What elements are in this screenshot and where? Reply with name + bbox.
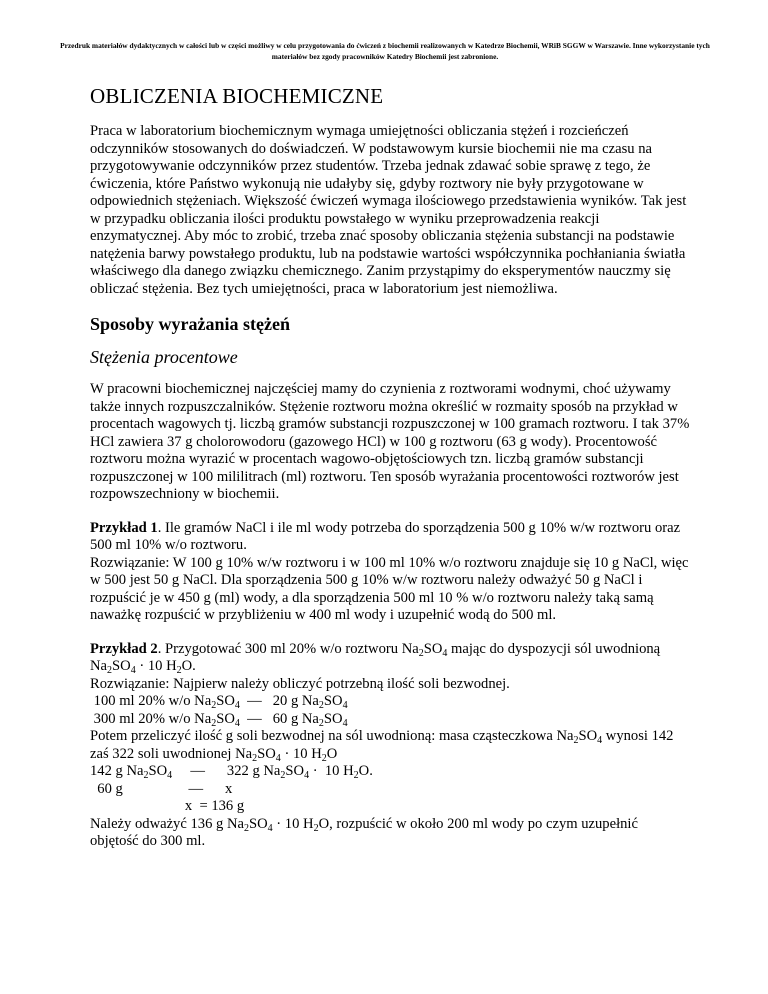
- copyright-notice: Przedruk materiałów dydaktycznych w całości lub w części możliwy w celu przygotowania do ćwiczeń z biochemii realizowanych w Katedrze Biochemii, WRiB SGGW w Warszawie. Inne wykorzystanie tych materiałów bez zgody pracowników Katedry Biochemii jest zabronione.: [60, 41, 710, 61]
- example2-task: Przykład 2. Przygotować 300 ml 20% w/o roztworu $Na_2SO_4$ mając do dyspozycji sól uwodnioną $Na_2SO_4 \cdot 10$ $H_2O$.: [90, 640, 661, 676]
- example2-line2: 300 ml 20% w/o $Na_2SO_4$ — 60 g $Na_2SO_4$: [90, 710, 348, 729]
- example2-proportion-1: 142 g $Na_2SO_4$ — 322 g $Na_2SO_4 \cdot 10$ $H_2O$.: [90, 763, 373, 781]
- example2-line1: 100 ml 20% w/o $Na_2SO_4$ — 20 g $Na_2SO_4$: [90, 693, 348, 711]
- section-heading: Sposoby wyrażania stężeń: [90, 314, 291, 334]
- example2-label: Przykład 2: [90, 640, 158, 657]
- intro-paragraph: Praca w laboratorium biochemicznym wymaga umiejętności obliczania stężeń i rozcieńczeń odczynników stosowanych do doświadczeń. W podstawowym kursie biochemii nie ma czasu na przygotowywanie odczynników przez studentów. Trzeba jednak zdawać sobie sprawę z tego, że ćwiczenia, które Państwo wykonują nie udałyby się, gdyby roztwory nie były przygotowane w odpowiednich stężeniach. Większość ćwiczeń wymaga ilościowego przedstawienia wyników. Tak jest w przypadku obliczania ilości produktu powstałego w wyniku przeprowadzenia reakcji enzymatycznej. Aby móc to zrobić, trzeba znać sposoby obliczania stężenia substancji na podstawie natężenia barwy powstałego produktu, lub na podstawie wartości współczynnika pochłaniania światła właściwego dla danego związku chemicznego. Zanim przystąpimy do eksperymentów nauczmy się obliczać stężenia. Bez tych umiejętności, praca w laboratorium jest niemożliwa.: [90, 123, 687, 297]
- example2-proportion-2: 60 g — x: [90, 780, 233, 797]
- example2-solution-intro: Rozwiązanie: Najpierw należy obliczyć potrzebną ilość soli bezwodnej.: [90, 675, 510, 692]
- page-title: OBLICZENIA BIOCHEMICZNE: [90, 84, 384, 108]
- example2-recalc: Potem przeliczyć ilość g soli bezwodnej na sól uwodnioną: masa cząsteczkowa $Na_2SO_4$ wynosi 142 zaś 322 soli uwodnionej $Na_2SO_4 \cdot 10$ $H_2O$: [90, 728, 674, 764]
- example1-task: [90, 520, 690, 555]
- example2-final: Należy odważyć 136 g $Na_2SO_4 \cdot 10$ $H_2O$, rozpuścić w około 200 ml wody po czym uzupełnić objętość do 300 ml.: [90, 815, 638, 849]
- example1-solution: Rozwiązanie: W 100 g 10% w/w roztworu i w 100 ml 10% w/o roztworu znajduje się 10 g NaCl, więc w 500 jest 50 g NaCl. Dla sporządzenia 500 g 10% w/w roztworu należy odważyć 50 g NaCl i rozpuścić je w 450 g (ml) wody, a dla sporządzenia 500 ml 10 % w/o roztworu należy taką samą naważkę rozpuścić w przybliżeniu w 400 ml wody i uzupełnić wodą do 500 ml.: [90, 554, 689, 623]
- example1-task-text: . Ile gramów NaCl i ile ml wody potrzeba do sporządzenia 500 g 10% w/w roztworu oraz 500 ml 10% w/o roztworu.: [90, 519, 681, 553]
- percent-paragraph: W pracowni biochemicznej najczęściej mamy do czynienia z roztworami wodnymi, choć używamy także innych rozpuszczalników. Stężenie roztworu można określić w rozmaity sposób na przykład w procentach wagowych tj. liczbą gramów substancji rozpuszczonej w 100 gramach roztworu. I tak 37% HCl zawiera 37 g cholorowodoru (gazowego HCl) w 100 g roztworu (63 g wody). Procentowość roztworu można wyrazić w procentach wagowo-objętościowych tzn. liczbą gramów substancji rozpuszczonej w 100 mililitrach (ml) roztworu. Ten sposób wyrażania procentowości roztworów jest rozpowszechniony w biochemii.: [90, 381, 690, 502]
- example2-result: x = 136 g: [90, 798, 245, 814]
- example1-label: Przykład 1: [90, 519, 158, 536]
- subsection-heading: Stężenia procentowe: [90, 347, 238, 367]
- document-body: [90, 123, 690, 851]
